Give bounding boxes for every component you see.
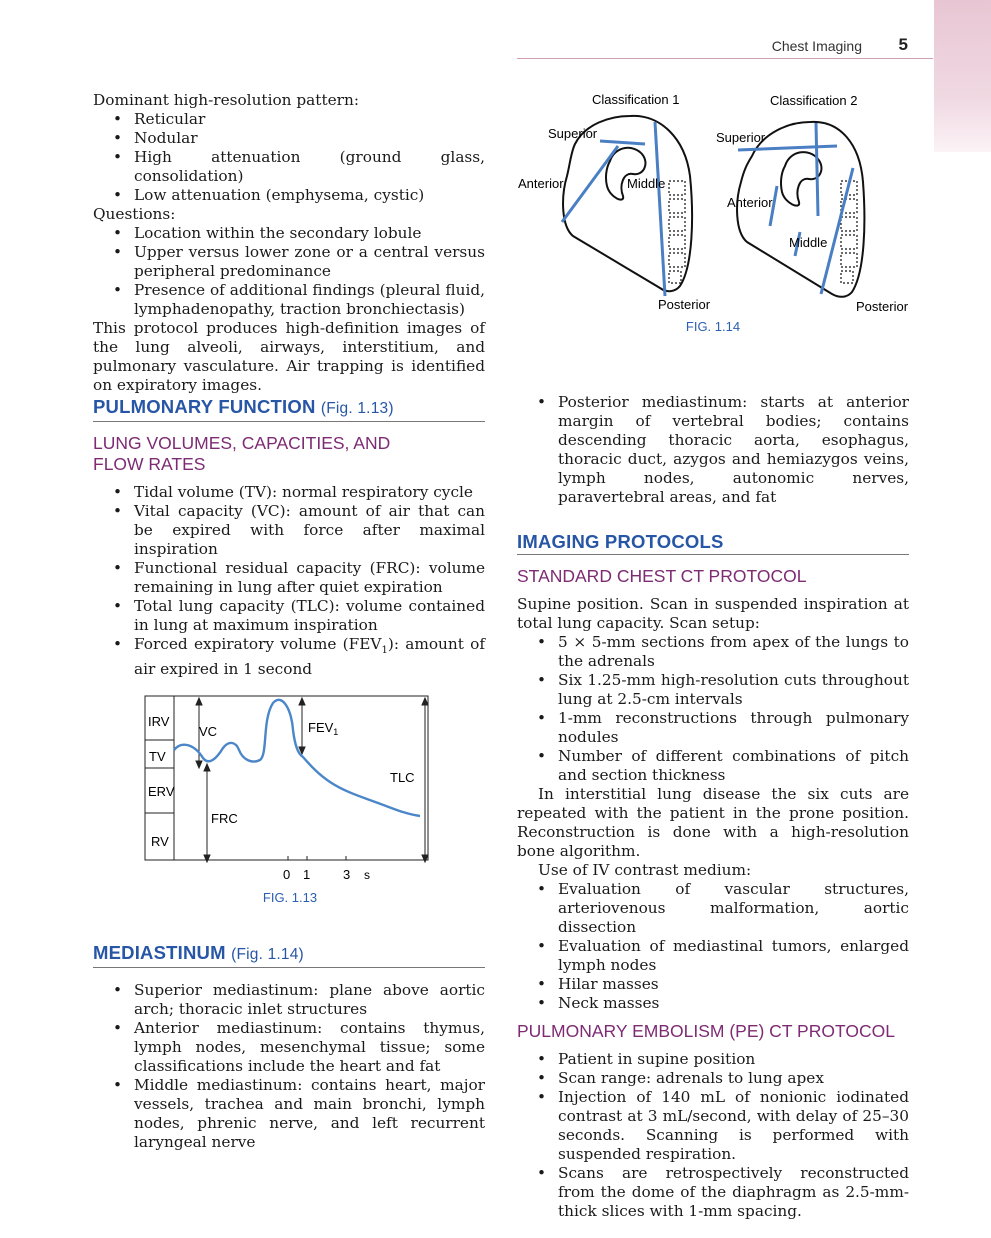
unit-label: s [364, 868, 370, 882]
fev-label: FEV [308, 720, 334, 735]
anterior-label: Anterior [518, 176, 564, 191]
heading-text: IMAGING PROTOCOLS [517, 531, 724, 552]
list-item: • High attenuation (ground glass, consolidation) [134, 148, 485, 186]
fev1-label [308, 720, 338, 737]
anterior-label: Anterior [727, 195, 773, 210]
list-item: • Neck masses [558, 994, 909, 1013]
classification-2-diagram [716, 93, 909, 314]
list-item: • 5 × 5-mm sections from apex of the lungs to the adrenals [558, 633, 909, 671]
scan-setup-list [517, 633, 909, 785]
list-item: • Evaluation of mediastinal tumors, enlarged lymph nodes [558, 937, 909, 975]
section-heading [517, 532, 909, 551]
list-item: • 1-mm reconstructions through pulmonary nodules [558, 709, 909, 747]
mediastinum-classification-figure [515, 86, 915, 316]
list-item: • Six 1.25-mm high-resolution cuts throughout lung at 2.5-cm intervals [558, 671, 909, 709]
interstitial-paragraph: In interstitial lung disease the six cuts are repeated with the patient in the prone position. Reconstruction is done with a high-resolution bone algorithm. [517, 785, 909, 860]
figure-reference: (Fig. 1.14) [231, 946, 304, 963]
pulmonary-function-section [93, 397, 485, 679]
chapter-title: Chest Imaging [771, 38, 862, 54]
list-item [134, 635, 485, 679]
figure-reference: (Fig. 1.13) [320, 400, 394, 417]
frc-label: FRC [211, 811, 238, 826]
figure-caption: FIG. 1.13 [262, 890, 318, 905]
superior-label: Superior [548, 126, 598, 141]
classification-1-diagram [518, 92, 711, 312]
section-heading [93, 943, 485, 964]
section-heading [93, 397, 485, 418]
list-item: • Anterior mediastinum: contains thymus, lymph nodes, mesenchymal tissue; some classifications include the heart and fat [134, 1019, 485, 1076]
right-column [517, 393, 909, 1221]
pe-protocol-list [517, 1050, 909, 1221]
questions-label: Questions: [93, 205, 176, 223]
vertebrae [669, 181, 685, 283]
contrast-intro: Use of IV contrast medium: [538, 861, 752, 879]
patterns-list [93, 110, 485, 205]
heading-line: LUNG VOLUMES, CAPACITIES, AND [93, 433, 391, 453]
heading-text: PULMONARY FUNCTION [93, 396, 316, 417]
list-item: • Location within the secondary lobule [134, 224, 485, 243]
lung-volume-list [93, 483, 485, 679]
header-rule [517, 58, 933, 59]
list-item: • Scans are retrospectively reconstructed from the dome of the diaphragm as 2.5-mm-thick slices with 1-mm spacing. [558, 1164, 909, 1221]
tick-label: 1 [303, 867, 311, 882]
chapter-thumb-tab [934, 0, 991, 152]
figure-frame [145, 696, 428, 860]
list-item: • Presence of additional findings (pleural fluid, lymphadenopathy, traction bronchiectasis) [134, 281, 485, 319]
standard-intro: Supine position. Scan in suspended inspiration at total lung capacity. Scan setup: [517, 595, 909, 632]
list-item: • Scan range: adrenals to lung apex [558, 1069, 909, 1088]
page-number: 5 [898, 35, 908, 54]
list-item: • Vital capacity (VC): amount of air that can be expired with force after maximal inspiration [134, 502, 485, 559]
questions-list [93, 224, 485, 319]
list-item: • Evaluation of vascular structures, arteriovenous malformation, aortic dissection [558, 880, 909, 937]
heading-rule [517, 554, 909, 555]
figure-caption: FIG. 1.14 [685, 319, 741, 334]
mediastinum-section [93, 943, 485, 1152]
irv-label: IRV [148, 714, 170, 729]
list-item: • Hilar masses [558, 975, 909, 994]
superior-label: Superior [716, 130, 766, 145]
posterior-mediastinum-list [517, 393, 909, 507]
classification-lines [562, 122, 665, 296]
list-item: • Reticular [134, 110, 485, 129]
fev-subscript: 1 [381, 645, 388, 657]
list-item: • Patient in supine position [558, 1050, 909, 1069]
classification-1-title: Classification 1 [592, 92, 680, 107]
fev-text-end: ): amount of air expired in 1 second [134, 635, 486, 679]
patterns-intro: Dominant high-resolution pattern: [93, 91, 359, 109]
spirometry-curve [174, 700, 420, 816]
heading-rule [93, 967, 485, 968]
classification-2-title: Classification 2 [770, 93, 858, 108]
subsection-heading: STANDARD CHEST CT PROTOCOL [517, 566, 807, 586]
vertebrae [841, 181, 857, 283]
tlc-label: TLC [390, 770, 415, 785]
list-item: • Middle mediastinum: contains heart, major vessels, trachea and main bronchi, lymph nodes, phrenic nerve, and left recurrent laryngeal nerve [134, 1076, 485, 1152]
mediastinum-list [93, 981, 485, 1152]
subsection-heading: PULMONARY EMBOLISM (PE) CT PROTOCOL [517, 1021, 895, 1041]
list-item: • Injection of 140 mL of nonionic iodinated contrast at 3 mL/second, with delay of 25–30 seconds. Scanning is performed with suspended respiration. [558, 1088, 909, 1164]
hrct-patterns-section [93, 91, 485, 395]
list-item: • Tidal volume (TV): normal respiratory cycle [134, 483, 485, 502]
posterior-label: Posterior [856, 299, 909, 314]
middle-label: Middle [627, 176, 666, 191]
vc-label: VC [199, 724, 218, 739]
list-item: • Superior mediastinum: plane above aortic arch; thoracic inlet structures [134, 981, 485, 1019]
tick-label: 0 [283, 867, 291, 882]
erv-label: ERV [148, 784, 175, 799]
heading-rule [93, 421, 485, 422]
middle-label: Middle [789, 235, 828, 250]
posterior-label: Posterior [658, 297, 711, 312]
list-item: • Low attenuation (emphysema, cystic) [134, 186, 485, 205]
running-head [760, 36, 928, 58]
list-item: • Total lung capacity (TLC): volume contained in lung at maximum inspiration [134, 597, 485, 635]
list-item: • Number of different combinations of pitch and section thickness [558, 747, 909, 785]
contrast-list [517, 880, 909, 1013]
tick-label: 3 [343, 867, 351, 882]
heading-text: MEDIASTINUM [93, 942, 226, 963]
list-item: • Posterior mediastinum: starts at anterior margin of vertebral bodies; contains descending thoracic aorta, esophagus, thoracic duct, azygos and hemiazygos veins, lymph nodes, autonomic nerves, paravertebral areas, and fat [558, 393, 909, 507]
spirometry-figure [140, 690, 440, 890]
tv-label: TV [149, 749, 166, 764]
list-item: • Functional residual capacity (FRC): volume remaining in lung after quiet expiration [134, 559, 485, 597]
rv-label: RV [151, 834, 169, 849]
heading-line: FLOW RATES [93, 454, 206, 474]
protocol-paragraph: This protocol produces high-definition images of the lung alveoli, airways, interstitium, and pulmonary vasculature. Air trapping is identified on expiratory images. [93, 319, 485, 394]
fev-subscript: 1 [333, 727, 339, 737]
fev-text: Forced expiratory volume (FEV [134, 635, 382, 653]
subsection-heading [93, 433, 485, 475]
list-item: • Nodular [134, 129, 485, 148]
list-item: • Upper versus lower zone or a central versus peripheral predominance [134, 243, 485, 281]
